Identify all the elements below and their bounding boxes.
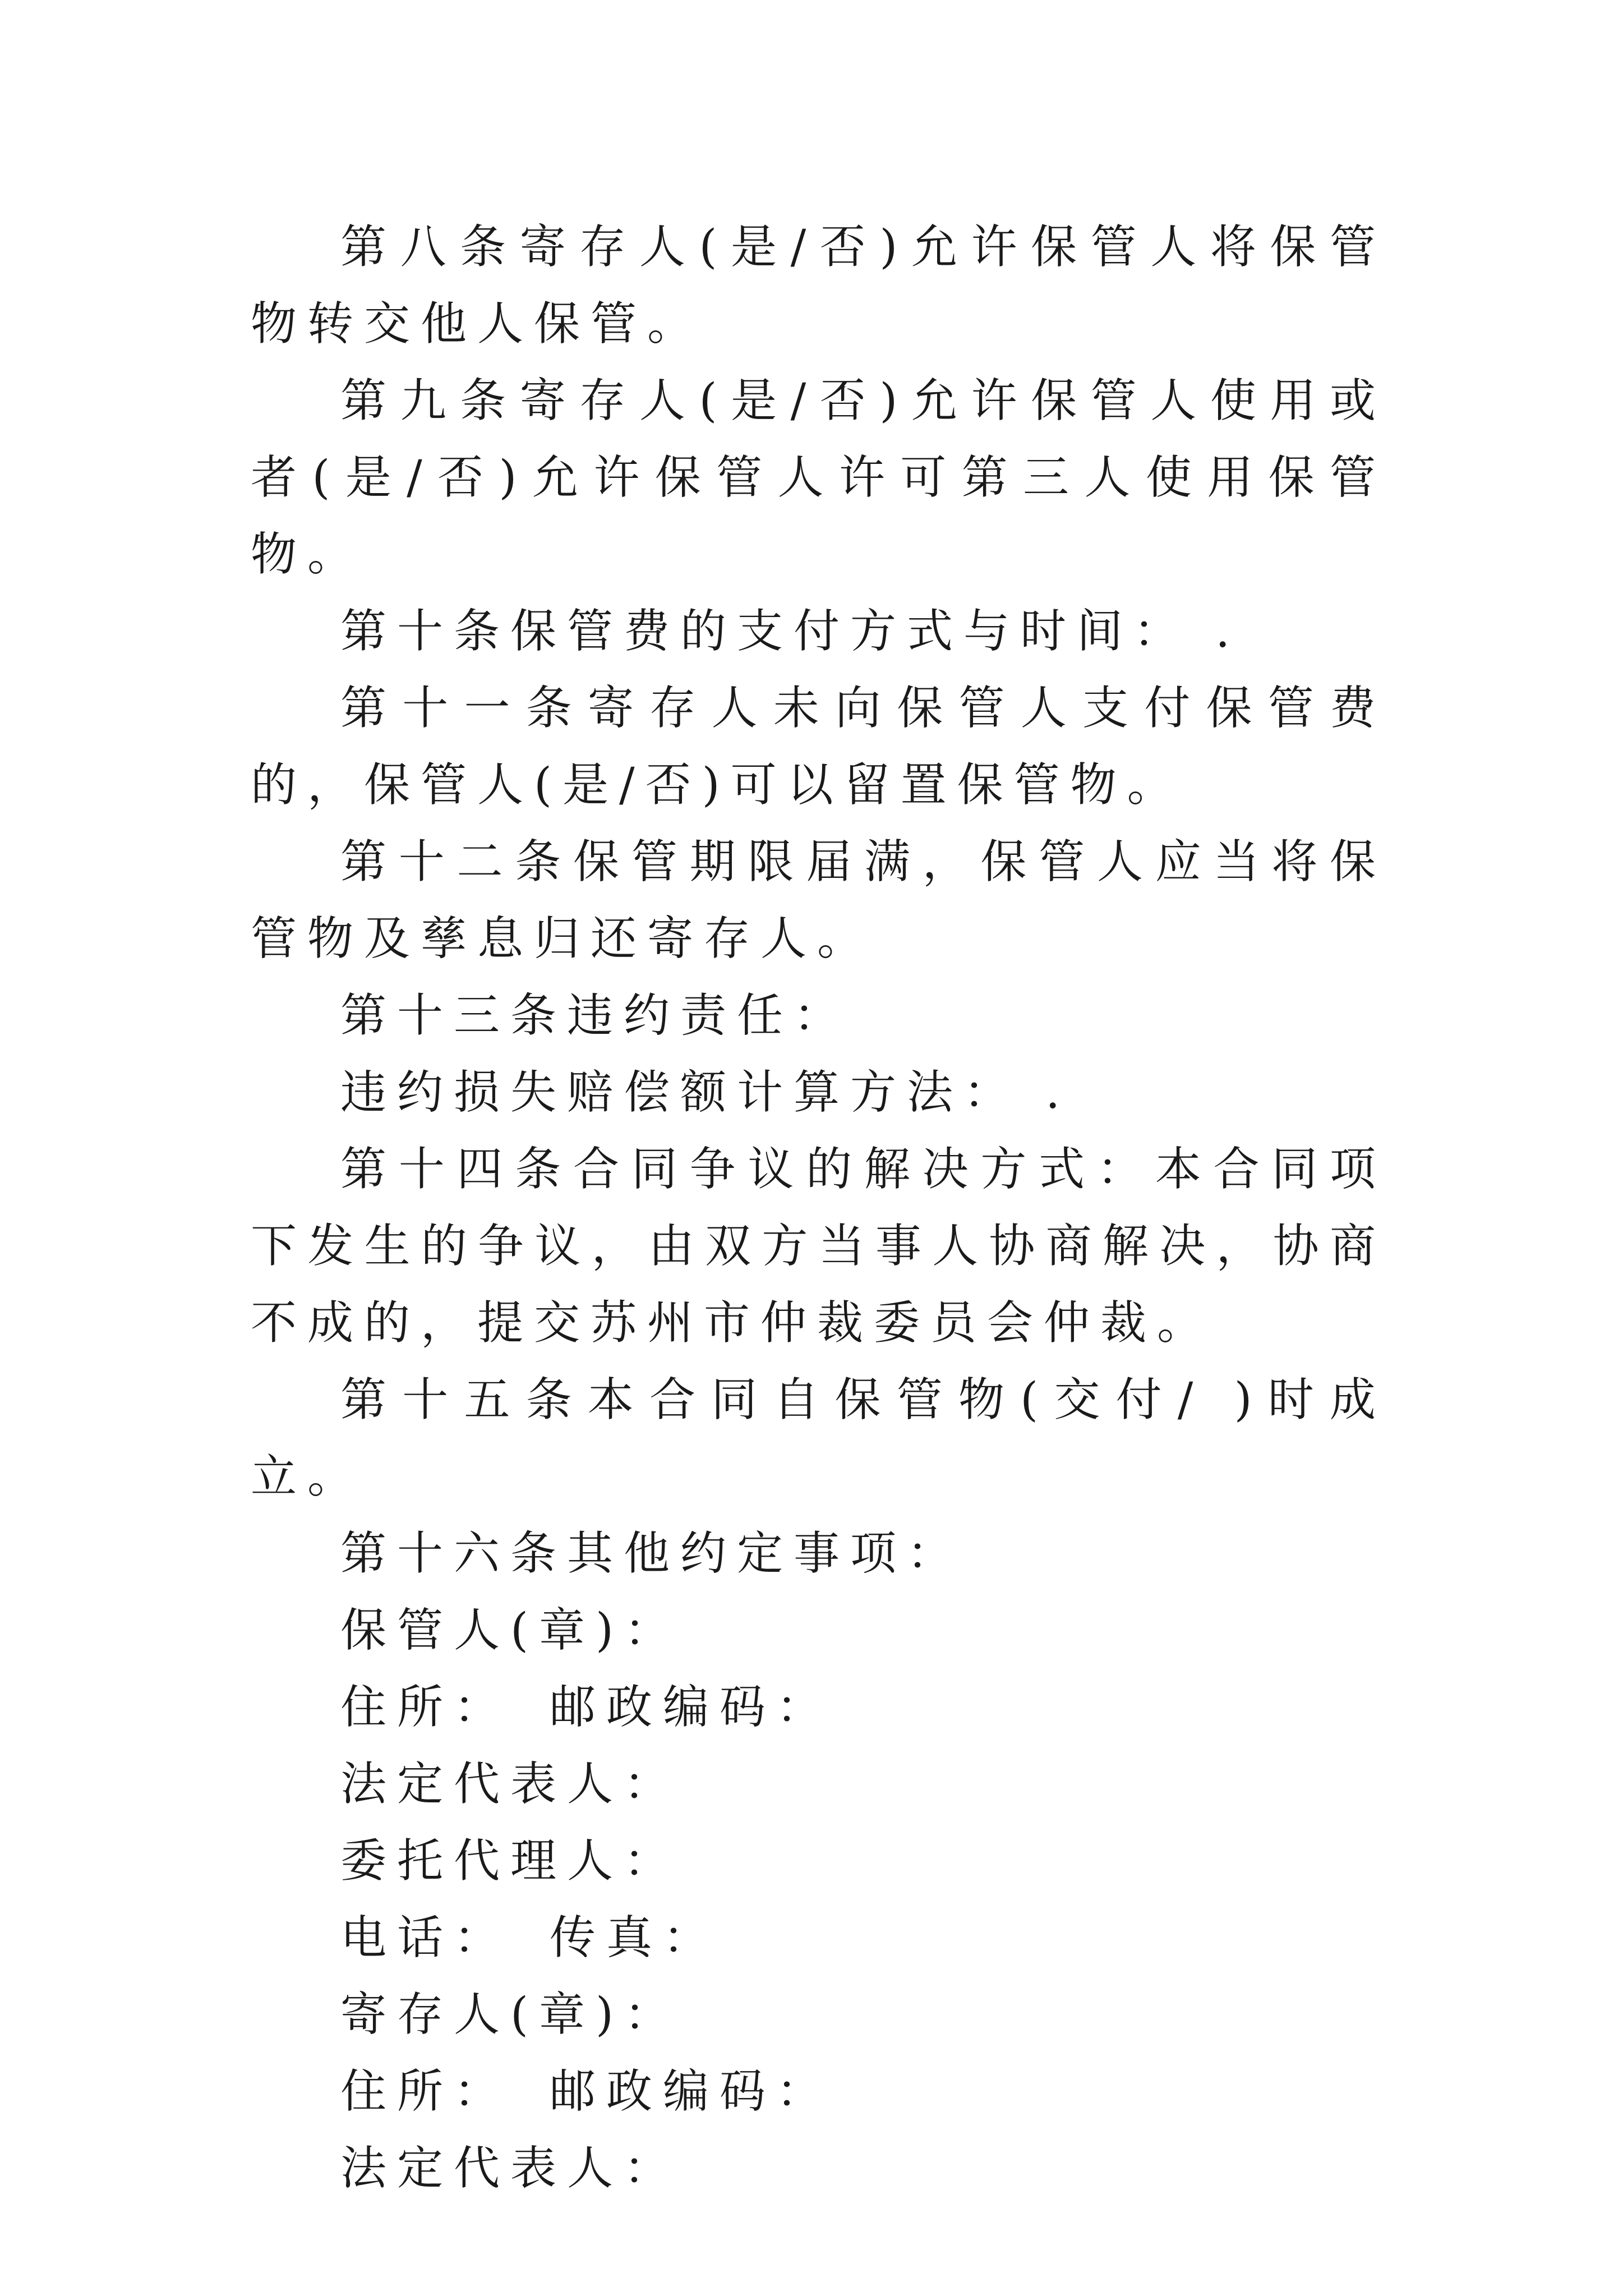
custodian-agent: 委托代理人： — [340, 1834, 681, 1888]
depositor-seal: 寄存人(章)： — [340, 1988, 681, 2041]
custodian-fax-label: 传真： — [550, 1911, 720, 1964]
clause-13-damages: 违约损失赔偿额计算方法： . — [340, 1066, 1071, 1119]
depositor-legal-rep: 法定代表人： — [340, 2142, 681, 2195]
clause-9: 第九条寄存人(是/否)允许保管人使用或者(是/否)允许保管人许可第三人使用保管物。 — [251, 374, 1386, 581]
depositor-address-label: 住所： — [340, 2065, 511, 2118]
clause-12: 第十二条保管期限届满，保管人应当将保管物及孳息归还寄存人。 — [251, 835, 1386, 965]
clause-11: 第十一条寄存人未向保管人支付保管费的，保管人(是/否)可以留置保管物。 — [251, 682, 1386, 812]
clause-13: 第十三条违约责任： — [340, 989, 851, 1042]
clause-16: 第十六条其他约定事项： — [340, 1527, 964, 1580]
clause-10: 第十条保管费的支付方式与时间： . — [340, 605, 1241, 658]
custodian-postcode-label: 邮政编码： — [550, 1681, 833, 1734]
depositor-address-line — [251, 2053, 1386, 2130]
clause-8: 第八条寄存人(是/否)允许保管人将保管物转交他人保管。 — [251, 220, 1386, 351]
clause-14: 第十四条合同争议的解决方式：本合同项下发生的争议，由双方当事人协商解决，协商不成的，提交苏州市仲裁委员会仲裁。 — [251, 1143, 1386, 1350]
depositor-postcode-label: 邮政编码： — [550, 2065, 833, 2118]
custodian-address-label: 住所： — [340, 1681, 511, 1734]
custodian-seal: 保管人(章)： — [340, 1604, 681, 1657]
custodian-legal-rep: 法定代表人： — [340, 1757, 681, 1811]
custodian-phone-label: 电话： — [340, 1911, 511, 1964]
contract-body — [251, 209, 1386, 2207]
clause-15: 第十五条本合同自保管物(交付/ )时成立。 — [251, 1373, 1386, 1503]
custodian-address-line — [251, 1669, 1386, 1746]
custodian-contact-line — [251, 1899, 1386, 1976]
